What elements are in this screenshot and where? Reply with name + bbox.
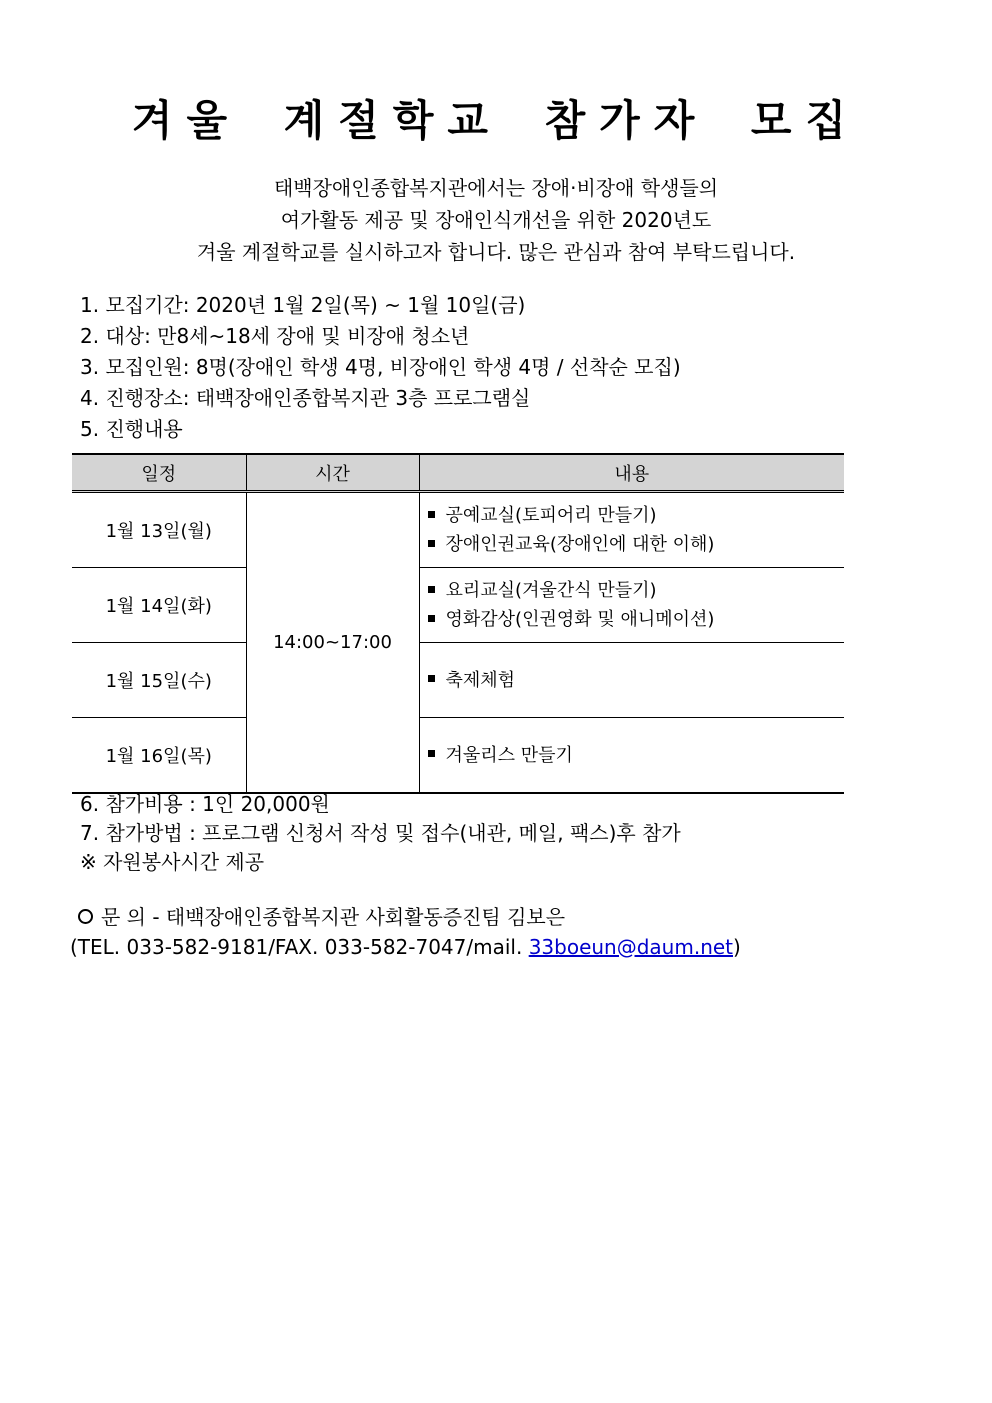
content-item: 겨울리스 만들기	[428, 741, 844, 770]
header-content: 내용	[419, 454, 844, 492]
additional-info	[80, 790, 681, 877]
row-content	[419, 718, 844, 794]
content-item: 장애인권교육(장애인에 대한 이해)	[428, 530, 844, 559]
circle-bullet-icon	[78, 909, 93, 924]
contact-details: (TEL. 033-582-9181/FAX. 033-582-7047/mail. 33boeun@daum.net)	[70, 935, 741, 959]
table-header-row	[72, 454, 844, 492]
row-content	[419, 568, 844, 643]
row-date: 1월 16일(목)	[72, 718, 246, 794]
table-row	[72, 643, 844, 718]
content-item: 요리교실(겨울간식 만들기)	[428, 576, 844, 605]
intro-line: 여가활동 제공 및 장애인식개선을 위한 2020년도	[280, 208, 712, 232]
contact-info	[70, 902, 741, 962]
schedule-table	[72, 453, 844, 794]
table-row	[72, 718, 844, 794]
row-date: 1월 13일(월)	[72, 492, 246, 568]
page-title: 겨울 계절학교 참가자 모집	[131, 96, 861, 145]
content-item: 영화감상(인권영화 및 애니메이션)	[428, 605, 844, 634]
info-item-method: 7. 참가방법 : 프로그램 신청서 작성 및 접수(내관, 메일, 팩스)후 참가	[80, 821, 681, 845]
content-item: 축제체험	[428, 666, 844, 695]
intro-line: 태백장애인종합복지관에서는 장애·비장애 학생들의	[273, 176, 719, 200]
contact-line: 문 의 - 태백장애인종합복지관 사회활동증진팀 김보은	[70, 902, 741, 932]
square-bullet-icon	[428, 750, 435, 757]
info-list	[80, 290, 681, 445]
table-row	[72, 568, 844, 643]
info-item-volunteer-note: ※ 자원봉사시간 제공	[80, 850, 265, 874]
intro-line: 겨울 계절학교를 실시하고자 합니다. 많은 관심과 참여 부탁드립니다.	[196, 240, 796, 264]
row-time: 14:00~17:00	[246, 492, 419, 794]
intro-paragraph	[0, 172, 992, 268]
info-item-program: 5. 진행내용	[80, 417, 183, 441]
square-bullet-icon	[428, 511, 435, 518]
info-item-capacity: 3. 모집인원: 8명(장애인 학생 4명, 비장애인 학생 4명 / 선착순 모집)	[80, 355, 681, 379]
row-date: 1월 14일(화)	[72, 568, 246, 643]
square-bullet-icon	[428, 586, 435, 593]
table-row	[72, 492, 844, 568]
square-bullet-icon	[428, 615, 435, 622]
header-time: 시간	[246, 454, 419, 492]
content-item: 공예교실(토피어리 만들기)	[428, 501, 844, 530]
email-link[interactable]: 33boeun@daum.net	[528, 935, 734, 959]
row-content	[419, 643, 844, 718]
info-item-period: 1. 모집기간: 2020년 1월 2일(목) ~ 1월 10일(금)	[80, 293, 526, 317]
info-item-target: 2. 대상: 만8세~18세 장애 및 비장애 청소년	[80, 324, 470, 348]
square-bullet-icon	[428, 540, 435, 547]
info-item-fee: 6. 참가비용 : 1인 20,000원	[80, 792, 330, 816]
header-date: 일정	[72, 454, 246, 492]
row-content	[419, 492, 844, 568]
square-bullet-icon	[428, 675, 435, 682]
row-date: 1월 15일(수)	[72, 643, 246, 718]
info-item-location: 4. 진행장소: 태백장애인종합복지관 3층 프로그램실	[80, 386, 531, 410]
